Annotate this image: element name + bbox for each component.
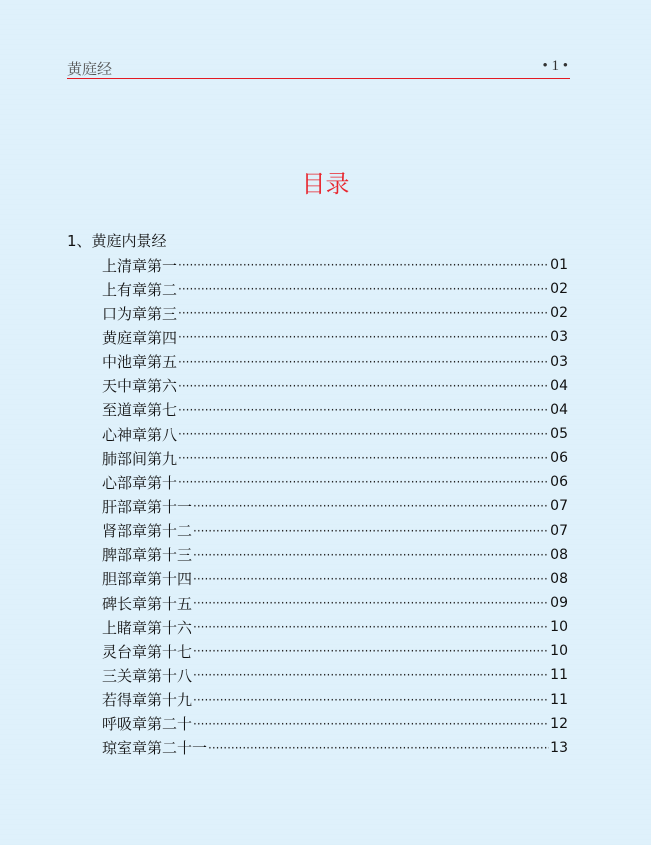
toc-entry-page-number: 05 [550,426,568,443]
toc-dot-leader [178,328,549,346]
toc-entry-label: 脾部章第十三 [102,546,193,565]
toc-dot-leader [193,715,549,733]
toc-entry[interactable] [102,567,568,591]
toc-entry[interactable] [102,591,568,615]
toc-entry[interactable] [102,446,568,470]
toc-entry-page-number: 03 [550,329,568,346]
toc-dot-leader [193,522,549,540]
toc-dot-leader [178,473,549,491]
toc-entry-label: 若得章第十九 [102,691,193,710]
toc-entry[interactable] [102,301,568,325]
toc-dot-leader [178,304,549,322]
toc-entry[interactable] [102,422,568,446]
toc-entry-page-number: 06 [550,450,568,467]
toc-entry-page-number: 03 [550,353,568,370]
toc-entry[interactable] [102,688,568,712]
toc-entry[interactable] [102,639,568,663]
toc-dot-leader [193,594,549,612]
toc-dot-leader [178,377,549,395]
toc-entry-page-number: 01 [550,257,568,274]
toc-entry-label: 心神章第八 [102,425,178,444]
toc-entry[interactable] [102,615,568,639]
toc-entry-page-number: 11 [550,667,568,684]
toc-entry-page-number: 07 [550,498,568,515]
toc-entry-label: 至道章第七 [102,401,178,420]
toc-dot-leader [193,642,549,660]
toc-entry[interactable] [102,350,568,374]
toc-entry-page-number: 07 [550,522,568,539]
toc-entry-label: 肝部章第十一 [102,497,193,516]
toc-entry[interactable] [102,494,568,518]
toc-entry-label: 三关章第十八 [102,666,193,685]
toc-entry-page-number: 10 [550,643,568,660]
toc-entry-page-number: 02 [550,281,568,298]
toc-entry-label: 胆部章第十四 [102,570,193,589]
toc-entry[interactable] [102,325,568,349]
header-title: 黄庭经 [67,60,113,78]
toc-dot-leader [178,449,549,467]
toc-entry-label: 肺部间第九 [102,449,178,468]
toc-entry-label: 天中章第六 [102,377,178,396]
toc-entry-page-number: 04 [550,377,568,394]
toc-entry[interactable] [102,663,568,687]
toc-entry[interactable] [102,736,568,760]
toc-dot-leader [208,739,549,757]
toc-entry-page-number: 11 [550,691,568,708]
page-header [67,58,570,79]
toc-entry[interactable] [102,519,568,543]
toc-list [102,253,568,760]
toc-dot-leader [178,401,549,419]
toc-entry-label: 上有章第二 [102,280,178,299]
toc-dot-leader [178,280,549,298]
toc-entry-page-number: 08 [550,570,568,587]
toc-entry-page-number: 13 [550,739,568,756]
toc-dot-leader [193,546,549,564]
toc-entry-label: 口为章第三 [102,304,178,323]
toc-entry-page-number: 04 [550,401,568,418]
toc-dot-leader [193,497,549,515]
toc-entry[interactable] [102,253,568,277]
toc-entry[interactable] [102,374,568,398]
toc-entry-page-number: 10 [550,619,568,636]
toc-entry-label: 心部章第十 [102,473,178,492]
toc-dot-leader [178,425,549,443]
toc-entry[interactable] [102,470,568,494]
toc-entry-label: 上睹章第十六 [102,618,193,637]
toc-entry-label: 上清章第一 [102,256,178,275]
toc-entry-page-number: 06 [550,474,568,491]
toc-entry-label: 碑长章第十五 [102,594,193,613]
toc-entry-label: 黄庭章第四 [102,328,178,347]
toc-entry-page-number: 02 [550,305,568,322]
toc-entry[interactable] [102,543,568,567]
toc-entry-label: 灵台章第十七 [102,642,193,661]
toc-entry-label: 肾部章第十二 [102,522,193,541]
toc-entry-page-number: 12 [550,715,568,732]
toc-dot-leader [178,256,549,274]
toc-dot-leader [178,353,549,371]
toc-entry-label: 中池章第五 [102,353,178,372]
toc-entry-page-number: 08 [550,546,568,563]
toc-entry-label: 呼吸章第二十 [102,715,193,734]
toc-entry[interactable] [102,277,568,301]
toc-entry-page-number: 09 [550,595,568,612]
header-page-number: • 1 • [542,58,568,74]
toc-dot-leader [193,691,549,709]
toc-dot-leader [193,666,549,684]
toc-entry[interactable] [102,398,568,422]
toc-dot-leader [193,618,549,636]
toc-entry[interactable] [102,712,568,736]
toc-dot-leader [193,570,549,588]
toc-section-heading[interactable]: 1、黄庭内景经 [67,232,167,250]
toc-title: 目录 [301,170,350,198]
toc-entry-label: 琼室章第二十一 [102,739,208,758]
